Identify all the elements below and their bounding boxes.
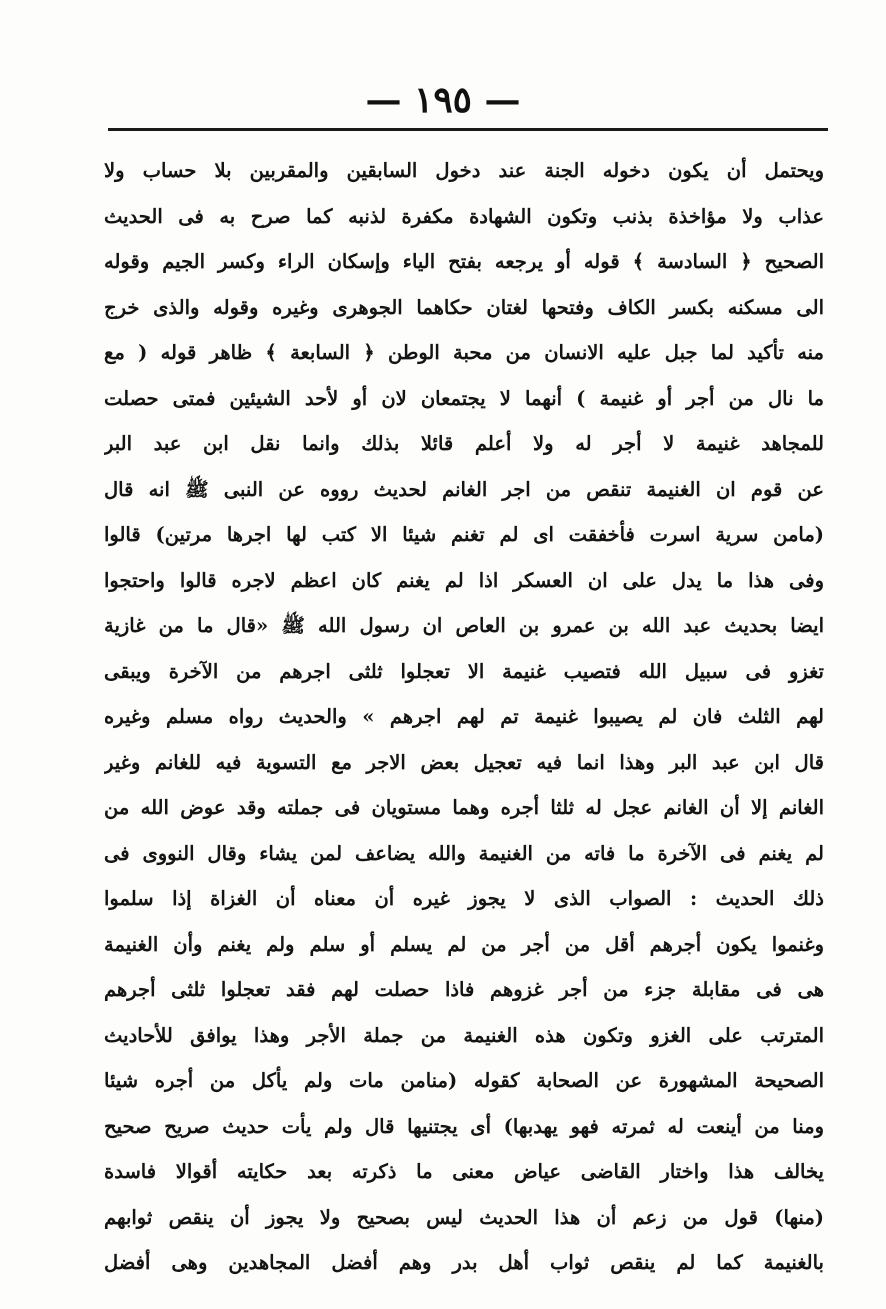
text-line: تغزو فى سبيل الله فتصيب غنيمة الا تعجلوا ثلثى اجرهم من الآخرة ويبقى	[104, 659, 824, 683]
text-line: للمجاهد غنيمة لا أجر له ولا أعلم قائلا بذلك وانما نقل ابن عبد البر	[104, 432, 824, 455]
text-line: لهم الثلث فان لم يصيبوا غنيمة تم لهم اجرهم » والحديث رواه مسلم وغيره	[104, 705, 824, 728]
text-line: وغنموا يكون أجرهم أقل من أجر من لم يسلم أو سلم ولم يغنم وأن الغنيمة	[104, 932, 824, 956]
text-line: وفى هذا ما يدل على ان العسكر اذا لم يغنم كان اعظم لاجره قالوا واحتجوا	[104, 568, 824, 592]
text-line: المترتب على الغزو وتكون هذه الغنيمة من جملة الأجر وهذا يوافق للأحاديث	[104, 1023, 824, 1047]
text-line: عذاب ولا مؤاخذة بذنب وتكون الشهادة مكفرة لذنبه كما صرح به فى الحديث	[104, 204, 824, 228]
text-line: الصحيح ﴿ السادسة ﴾ قوله أو يرجعه بفتح الياء وإسكان الراء وكسر الجيم وقوله	[104, 250, 824, 273]
text-line: ايضا بحديث عبد الله بن عمرو بن العاص ان رسول الله ﷺ «قال ما من غازية	[104, 614, 824, 637]
text-line: (مامن سرية اسرت فأخفقت اى لم تغنم شيئا الا كتب لها اجرها مرتين) قالوا	[104, 523, 824, 546]
text-line: ما نال من أجر أو غنيمة ) أنهما لا يجتمعان لان أو لأحد الشيئين فمتى حصلت	[104, 386, 824, 410]
page-number: — ١٩٥ —	[365, 79, 521, 121]
text-line: قال ابن عبد البر وهذا انما فيه تعجيل بعض الاجر مع التسوية فيه للغانم وغير	[104, 750, 824, 774]
body-text	[104, 148, 824, 1286]
text-line: ذلك الحديث : الصواب الذى لا يجوز غيره أن معناه أن الغزاة إذا سلموا	[104, 887, 824, 910]
text-line: منه تأكيد لما جبل عليه الانسان من محبة الوطن ﴿ السابعة ﴾ ظاهر قوله ( مع	[104, 341, 824, 364]
text-line: الغانم إلا أن الغانم عجل له ثلثا أجره وهما مستويان فى جملته وقد عوض الله من	[104, 796, 824, 819]
text-line: بالغنيمة كما لم ينقص ثواب أهل بدر وهم أفضل المجاهدين وهى أفضل	[104, 1251, 824, 1274]
text-line: هى فى مقابلة جزء من أجر غزوهم فاذا حصلت لهم فقد تعجلوا ثلثى أجرهم	[104, 978, 824, 1001]
header-rule	[108, 128, 828, 131]
text-line: لم يغنم فى الآخرة ما فاته من الغنيمة والله يضاعف لمن يشاء وقال النووى فى	[104, 841, 824, 865]
text-line: ويحتمل أن يكون دخوله الجنة عند دخول السابقين والمقربين بلا حساب ولا	[104, 159, 824, 182]
text-line: الصحيحة المشهورة عن الصحابة كقوله (منامن مات ولم يأكل من أجره شيئا	[104, 1069, 824, 1092]
text-line: ومنا من أينعت له ثمرته فهو يهدبها) أى يجتنيها قال ولم يأت حديث صريح صحيح	[104, 1114, 824, 1138]
text-line: عن قوم ان الغنيمة تنقص من اجر الغانم لحديث رووه عن النبى ﷺ انه قال	[104, 477, 824, 501]
text-line: (منها) قول من زعم أن هذا الحديث ليس بصحيح ولا يجوز أن ينقص ثوابهم	[104, 1205, 824, 1229]
text-line: الى مسكنه بكسر الكاف وفتحها لغتان حكاهما الجوهرى وغيره وقوله والذى خرج	[104, 295, 824, 319]
text-line: يخالف هذا واختار القاضى عياض معنى ما ذكرته بعد حكايته أقوالا فاسدة	[104, 1160, 824, 1183]
